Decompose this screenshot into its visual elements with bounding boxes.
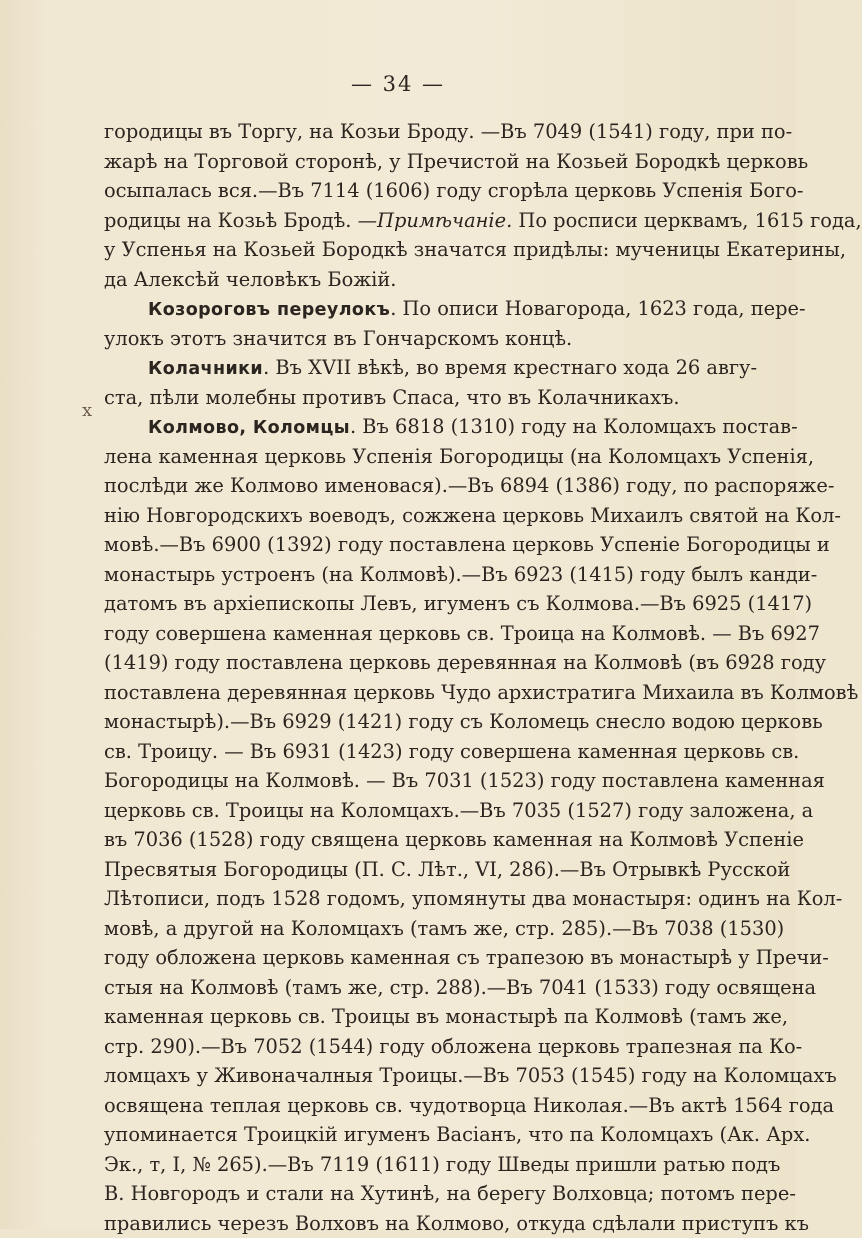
text-line	[104, 707, 740, 737]
text-line	[104, 796, 740, 826]
text-fragment: жарѣ на Торговой сторонѣ, у Пречистой на Козьей Бородкѣ церковь	[104, 150, 808, 173]
text-fragment: освящена теплая церковь св. чудотворца Николая.—Въ актѣ 1564 года	[104, 1094, 834, 1117]
text-fragment: монастырь устроенъ (на Колмовѣ).—Въ 6923 (1415) году былъ канди-	[104, 563, 817, 586]
italic-note: Примѣчаніе.	[377, 209, 512, 232]
text-line	[104, 648, 740, 678]
text-fragment: ста, пѣли молебны противъ Спаса, что въ Колачникахъ.	[104, 386, 680, 409]
text-line	[104, 412, 740, 442]
text-fragment: . Въ XVII вѣкѣ, во время крестнаго хода 26 авгу-	[263, 356, 757, 379]
text-fragment: стыя на Колмовѣ (тамъ же, стр. 288).—Въ 7041 (1533) году освящена	[104, 976, 816, 999]
text-line	[104, 1120, 740, 1150]
text-line	[104, 884, 740, 914]
text-fragment: упоминается Троицкій игуменъ Васіанъ, что па Коломцахъ (Ак. Арх.	[104, 1123, 810, 1146]
text-line	[104, 353, 740, 383]
text-fragment: у Успенья на Козьей Бородкѣ значатся придѣлы: мученицы Екатерины,	[104, 238, 846, 261]
text-line	[104, 589, 740, 619]
text-line	[104, 117, 740, 147]
text-fragment: родицы на Козьѣ Бродѣ. —	[104, 209, 377, 232]
text-line	[104, 1032, 740, 1062]
text-fragment: поставлена деревянная церковь Чудо архистратига Михаила въ Колмовѣ	[104, 681, 858, 704]
section-heading: Козороговъ переулокъ	[148, 300, 390, 320]
text-line	[104, 442, 740, 472]
section-heading: Колмово, Коломцы	[148, 418, 350, 438]
text-fragment: лена каменная церковь Успенія Богородицы (на Коломцахъ Успенія,	[104, 445, 814, 468]
text-line	[104, 1091, 740, 1121]
text-fragment: Эк., т, I, № 265).—Въ 7119 (1611) году Шведы пришли ратью подъ	[104, 1153, 780, 1176]
text-line	[104, 737, 740, 767]
text-line	[104, 855, 740, 885]
page-number: — 34 —	[0, 72, 796, 96]
text-line	[104, 147, 740, 177]
text-line	[104, 766, 740, 796]
text-line	[104, 1061, 740, 1091]
text-fragment: году совершена каменная церковь св. Троица на Колмовѣ. — Въ 6927	[104, 622, 820, 645]
text-fragment: стр. 290).—Въ 7052 (1544) году обложена церковь трапезная па Ко-	[104, 1035, 802, 1058]
text-line	[104, 619, 740, 649]
text-line	[104, 560, 740, 590]
text-fragment: . По описи Новагорода, 1623 года, пере-	[390, 297, 805, 320]
text-fragment: . Въ 6818 (1310) году на Коломцахъ постав-	[350, 415, 798, 438]
text-line	[104, 943, 740, 973]
text-fragment: городицы въ Торгу, на Козьи Броду. —Въ 7049 (1541) году, при по-	[104, 120, 792, 143]
text-line	[104, 294, 740, 324]
text-line	[104, 176, 740, 206]
text-fragment: монастырѣ).—Въ 6929 (1421) году съ Коломець снесло водою церковь	[104, 710, 823, 733]
text-line	[104, 1179, 740, 1209]
text-line	[104, 678, 740, 708]
text-line	[104, 206, 740, 236]
text-fragment: каменная церковь св. Троицы въ монастырѣ па Колмовѣ (тамъ же,	[104, 1005, 788, 1028]
text-fragment: В. Новгородъ и стали на Хутинѣ, на берегу Волховца; потомъ пере-	[104, 1182, 796, 1205]
text-fragment: послѣди же Колмово именовася).—Въ 6894 (1386) году, по распоряже-	[104, 474, 834, 497]
text-fragment: По росписи церквамъ, 1615 года,	[512, 209, 861, 232]
text-line	[104, 471, 740, 501]
page-text	[104, 117, 740, 1238]
text-line	[104, 973, 740, 1003]
text-line	[104, 530, 740, 560]
text-fragment: церковь св. Троицы на Коломцахъ.—Въ 7035 (1527) году заложена, а	[104, 799, 813, 822]
text-line	[104, 501, 740, 531]
text-fragment: да Алексѣй человѣкъ Божій.	[104, 268, 396, 291]
text-fragment: правились черезъ Волховъ на Колмово, откуда сдѣлали приступъ къ	[104, 1212, 809, 1235]
text-fragment: (1419) году поставлена церковь деревянная на Колмовѣ (въ 6928 году	[104, 651, 826, 674]
text-line	[104, 914, 740, 944]
text-fragment: мовѣ.—Въ 6900 (1392) году поставлена церковь Успеніе Богородицы и	[104, 533, 830, 556]
text-fragment: ломцахъ у Живоначалныя Троицы.—Въ 7053 (1545) году на Коломцахъ	[104, 1064, 837, 1087]
text-fragment: Лѣтописи, подъ 1528 годомъ, упомянуты два монастыря: одинъ на Кол-	[104, 887, 842, 910]
text-fragment: улокъ этотъ значится въ Гончарскомъ концѣ.	[104, 327, 572, 350]
text-fragment: осыпалась вся.—Въ 7114 (1606) году сгорѣла церковь Успенія Бого-	[104, 179, 803, 202]
text-line	[104, 1002, 740, 1032]
text-fragment: датомъ въ архіепископы Левъ, игуменъ съ Колмова.—Въ 6925 (1417)	[104, 592, 812, 615]
margin-mark: x	[82, 400, 92, 421]
text-fragment: Богородицы на Колмовѣ. — Въ 7031 (1523) году поставлена каменная	[104, 769, 825, 792]
text-line	[104, 1209, 740, 1238]
text-line	[104, 825, 740, 855]
text-line	[104, 383, 740, 413]
text-fragment: мовѣ, а другой на Коломцахъ (тамъ же, стр. 285).—Въ 7038 (1530)	[104, 917, 784, 940]
text-line	[104, 1150, 740, 1180]
text-line	[104, 324, 740, 354]
text-fragment: св. Троицу. — Въ 6931 (1423) году совершена каменная церковь св.	[104, 740, 799, 763]
text-line	[104, 235, 740, 265]
text-fragment: въ 7036 (1528) году священа церковь каменная на Колмовѣ Успеніе	[104, 828, 804, 851]
text-fragment: году обложена церковь каменная съ трапезою въ монастырѣ у Пречи-	[104, 946, 829, 969]
text-fragment: нію Новгородскихъ воеводъ, сожжена церковь Михаилъ святой на Кол-	[104, 504, 841, 527]
text-fragment: Пресвятыя Богородицы (П. С. Лѣт., VI, 286).—Въ Отрывкѣ Русской	[104, 858, 790, 881]
text-line	[104, 265, 740, 295]
section-heading: Колачники	[148, 359, 263, 379]
